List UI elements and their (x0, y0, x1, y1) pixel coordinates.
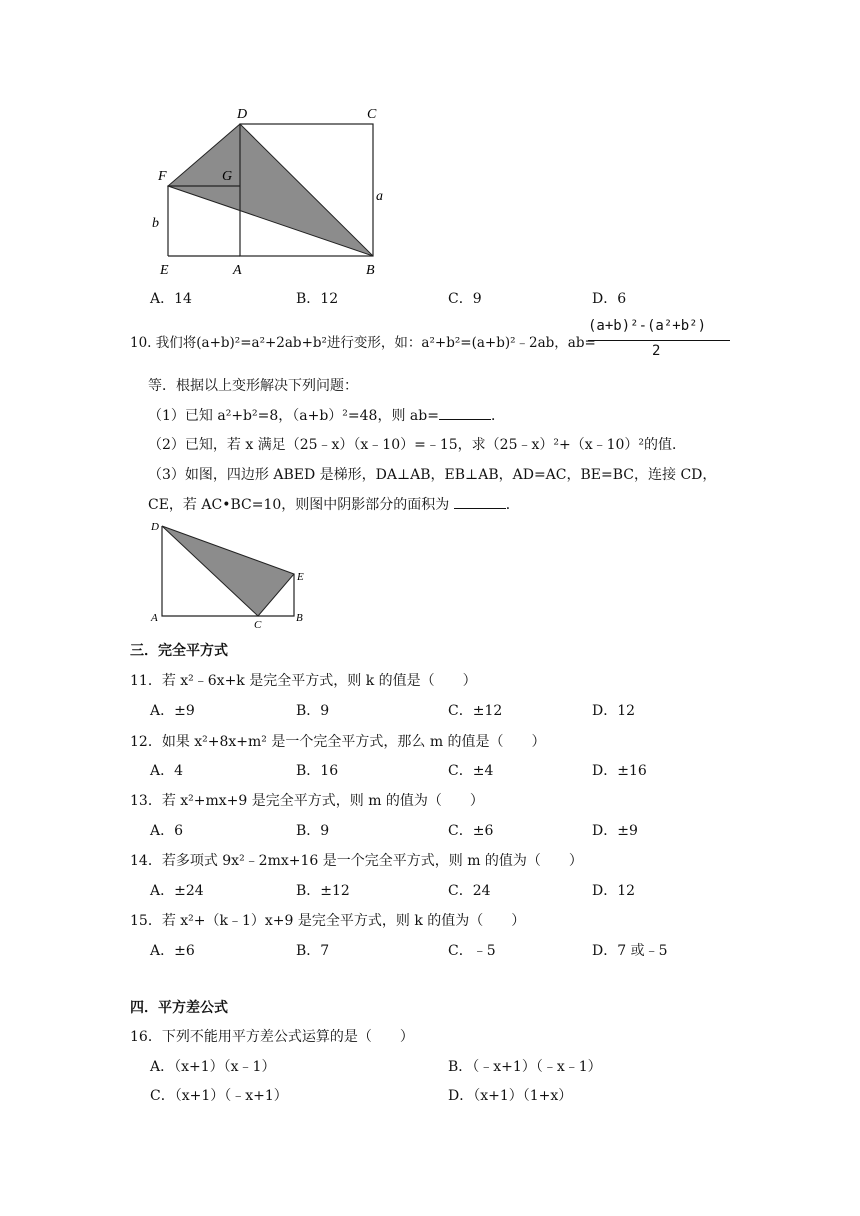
q10-part3-line1: （3）如图，四边形 ABED 是梯形，DA⊥AB，EB⊥AB，AD=AC，BE=BC，连接 CD， (148, 467, 717, 483)
q16-option-b: B．（﹣x+1）（﹣x﹣1） (448, 1059, 602, 1075)
q9-option-b: B．12 (296, 291, 339, 307)
label-B: B (366, 263, 375, 278)
q12-option-a: A．4 (150, 763, 184, 779)
label-B: B (296, 612, 303, 624)
label-E: E (297, 571, 304, 583)
q11-option-c: C．±12 (448, 703, 503, 719)
q11-option-a: A．±9 (150, 703, 195, 719)
q13-option-c: C．±6 (448, 823, 494, 839)
q11-option-b: B．9 (296, 703, 330, 719)
label-E: E (160, 263, 169, 278)
q11-text: 11．若 x²﹣6x+k 是完全平方式，则 k 的值是（ ） (130, 673, 477, 689)
q15-option-b: B．7 (296, 943, 330, 959)
q16-option-d: D．（x+1）（1+x） (448, 1088, 573, 1104)
q15-text: 15．若 x²+（k﹣1）x+9 是完全平方式，则 k 的值为（ ） (130, 913, 526, 929)
q10-line2: 等．根据以上变形解决下列问题： (148, 378, 358, 394)
q12-text: 12．如果 x²+8x+m² 是一个完全平方式，那么 m 的值是（ ） (130, 734, 546, 750)
section-heading-4: 四．平方差公式 (130, 1000, 228, 1016)
shaded-triangle (162, 526, 294, 616)
q15-option-a: A．±6 (150, 943, 195, 959)
label-A: A (151, 612, 158, 624)
q12-option-b: B．16 (296, 763, 339, 779)
q13-option-d: D．±9 (592, 823, 638, 839)
q13-option-b: B．9 (296, 823, 330, 839)
q10-fraction-numerator: (a+b)²-(a²+b²) (588, 318, 707, 334)
answer-blank (454, 496, 506, 509)
label-C: C (254, 619, 262, 630)
q11-option-d: D．12 (592, 703, 636, 719)
q10-part1-text: （1）已知 a²+b²=8，（a+b）²=48，则 ab= (148, 408, 439, 424)
q10-fraction-denominator: 2 (652, 343, 661, 359)
answer-blank (439, 407, 491, 420)
q9-option-a: A．14 (150, 291, 192, 307)
fraction-bar (588, 340, 730, 341)
q10-part3-end: ． (505, 497, 520, 513)
label-F: F (158, 169, 167, 184)
geometry-figure-1 (140, 100, 400, 285)
geometry-figure-2 (148, 518, 318, 630)
section-heading-3: 三．完全平方式 (130, 643, 228, 659)
q9-option-d: D．6 (592, 291, 627, 307)
q10-part3-text: CE，若 AC•BC=10，则图中阴影部分的面积为 (148, 497, 450, 513)
q15-option-d: D．7 或﹣5 (592, 943, 668, 959)
label-b: b (152, 216, 159, 231)
q12-option-d: D．±16 (592, 763, 647, 779)
q13-text: 13．若 x²+mx+9 是完全平方式，则 m 的值为（ ） (130, 793, 484, 809)
q9-option-c: C．9 (448, 291, 482, 307)
q16-option-c: C．（x+1）（﹣x+1） (150, 1088, 288, 1104)
q10-part3-line2 (148, 494, 520, 514)
label-a: a (376, 189, 383, 204)
shaded-triangle (168, 124, 373, 256)
q14-text: 14．若多项式 9x²﹣2mx+16 是一个完全平方式，则 m 的值为（ ） (130, 853, 583, 869)
q14-option-c: C．24 (448, 883, 491, 899)
q16-text: 16．下列不能用平方差公式运算的是（ ） (130, 1029, 414, 1045)
q14-option-d: D．12 (592, 883, 636, 899)
q10-part1 (148, 405, 505, 425)
q13-option-a: A．6 (150, 823, 184, 839)
q10-intro: 10. 我们将(a+b)²=a²+2ab+b²进行变形，如：a²+b²=(a+b)²﹣2ab，ab= (130, 335, 596, 351)
q16-option-a: A．（x+1）（x﹣1） (150, 1059, 276, 1075)
q10-part2: （2）已知，若 x 满足（25﹣x）（x﹣10）=﹣15，求（25﹣x）²+（x﹣10）²的值． (148, 437, 687, 453)
label-D: D (151, 521, 159, 533)
label-A: A (233, 263, 242, 278)
q14-option-a: A．±24 (150, 883, 204, 899)
q10-part1-end: ． (490, 408, 505, 424)
label-C: C (367, 107, 377, 122)
q12-option-c: C．±4 (448, 763, 494, 779)
label-G: G (222, 169, 233, 184)
label-D: D (237, 107, 248, 122)
q15-option-c: C．﹣5 (448, 943, 496, 959)
q14-option-b: B．±12 (296, 883, 350, 899)
